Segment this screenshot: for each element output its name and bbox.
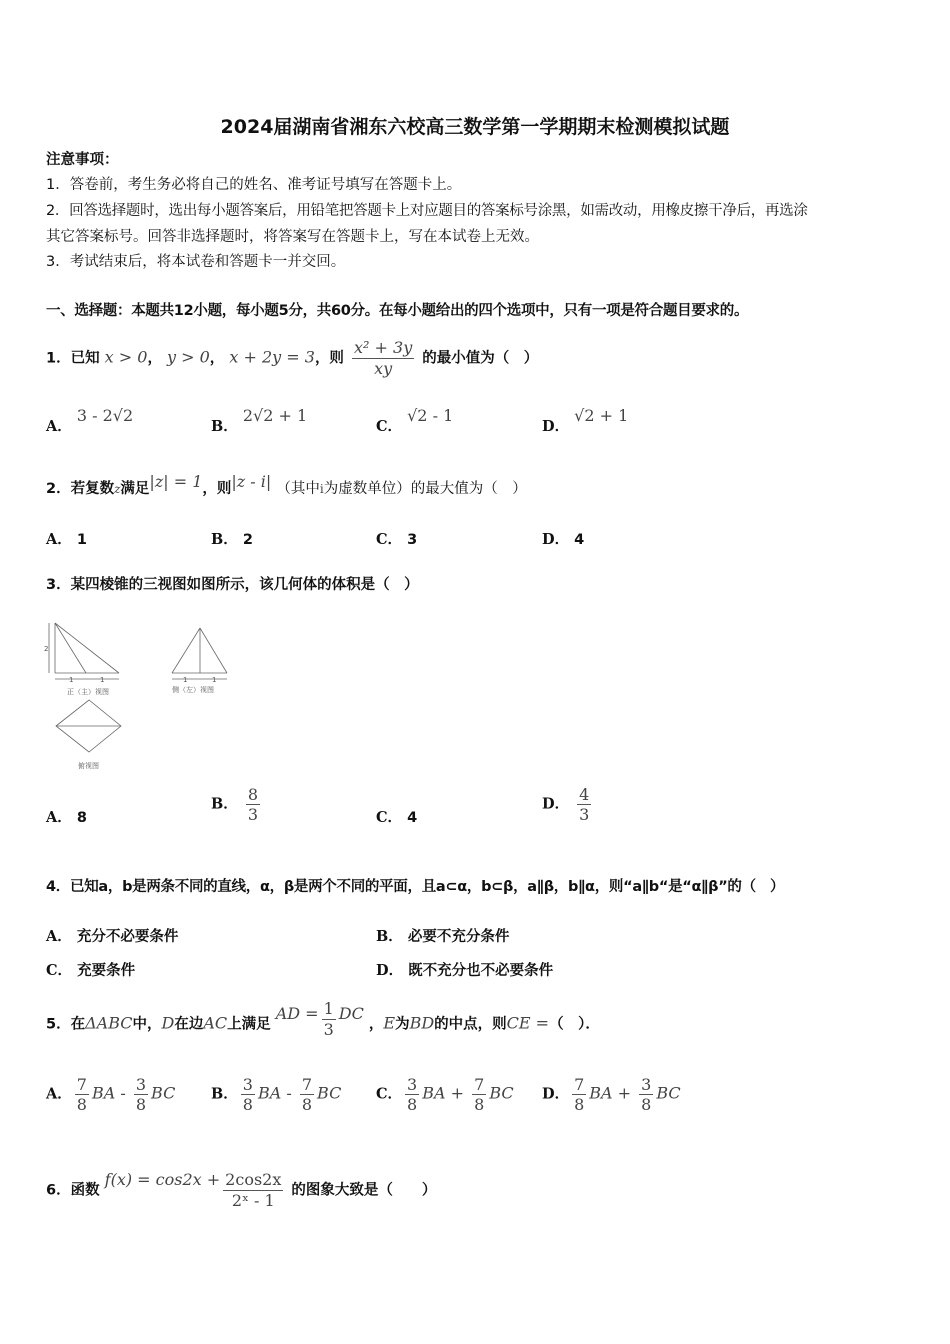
option-label: D． [542,531,570,548]
question-3: 3．某四棱锥的三视图如图所示，该几何体的体积是（ ） [46,577,419,593]
option-text: 充要条件 [77,963,136,979]
width-label: 1 [212,676,217,684]
option-label: C． [376,809,403,826]
section-heading: 一、选择题：本题共12小题，每小题5分，共60分。在每小题给出的四个选项中，只有一项是符合题目要求的。 [46,303,749,319]
q1-option-d[interactable] [542,406,629,436]
fraction [352,338,414,379]
denominator: 8 [76,1095,87,1114]
fraction [639,1075,653,1114]
numerator: 7 [301,1075,313,1094]
text: ， [368,1016,384,1033]
note-item: 其它答案标号。回答非选择题时，将答案写在答题卡上，写在本试卷上无效。 [46,229,539,245]
denominator: 3 [323,1020,334,1039]
vector: BC [489,1083,514,1103]
q4-option-a[interactable] [46,925,178,946]
numerator: 1 [323,999,334,1018]
denominator: xy [374,359,393,378]
note-item: 1．答卷前，考生务必将自己的姓名、准考证号填写在答题卡上。 [46,177,462,193]
text: 满足 [120,481,150,497]
operator: + [612,1083,637,1103]
operator: - [115,1083,131,1103]
numerator: 3 [407,1075,418,1094]
width-label: 1 [69,676,74,684]
q2-option-d[interactable] [542,528,584,549]
fraction [300,1075,314,1114]
numerator: 3 [135,1075,147,1094]
option-label: C． [46,962,73,979]
math: |z - i| [231,472,272,491]
fraction [472,1075,486,1114]
math: |z| = 1 [149,472,203,491]
numerator: 4 [579,785,590,804]
q4-option-d[interactable] [376,959,553,980]
option-label: B． [211,418,238,435]
q5-option-a[interactable] [46,1075,175,1114]
denominator: 3 [579,805,590,824]
denominator: 8 [574,1095,585,1114]
page-title: 2024届湖南省湘东六校高三数学第一学期期末检测模拟试题 [220,116,730,138]
option-label: D． [542,1085,570,1103]
q4-option-b[interactable] [376,925,509,946]
numerator: 7 [474,1075,485,1094]
math: D [161,1013,175,1033]
text: （ ）． [549,1016,600,1033]
notes-heading: 注意事项： [46,152,119,168]
q1-suffix: 的最小值为（ ） [422,350,539,367]
option-label: A． [46,531,72,548]
front-view-caption: 正（主）视图 [67,688,109,696]
math: AC [203,1013,228,1033]
option-text: 必要不充分条件 [407,929,510,945]
q1-option-a[interactable] [46,406,134,436]
fraction [241,1075,255,1114]
sep: ， [209,350,225,367]
sep: ， [147,350,162,367]
text: 6．函数 [46,1182,100,1199]
fraction [223,1170,283,1211]
vector: BC [656,1083,681,1103]
denominator: 8 [407,1095,418,1114]
option-label: C． [376,418,403,435]
fraction [405,1075,419,1114]
math: E [383,1013,396,1033]
vector: BA [91,1083,116,1103]
q5-option-d[interactable] [542,1075,681,1114]
vector: BA [422,1083,446,1103]
option-label: D． [542,418,570,435]
text: 在边 [174,1016,204,1033]
text: 中， [132,1016,162,1033]
q1-option-c[interactable] [376,406,454,436]
question-2 [46,472,527,499]
math: x > 0 [104,347,148,367]
top-view-caption: 俯视图 [78,762,99,770]
q3-option-b[interactable] [211,785,263,824]
math: z [114,482,121,496]
question-6 [46,1170,436,1211]
vector: BC [317,1083,342,1103]
q3-option-c[interactable] [376,806,417,827]
option-text: 充分不必要条件 [76,929,179,945]
q5-option-c[interactable] [376,1075,514,1114]
text: 的图象大致是（ ） [291,1182,437,1199]
option-text: 1 [76,532,87,548]
numerator: 3 [641,1075,652,1094]
vector: BA [257,1083,282,1103]
fraction [572,1075,586,1114]
math: BD [409,1013,435,1033]
q4-option-c[interactable] [46,959,135,980]
q2-option-c[interactable] [376,528,417,549]
fraction [134,1075,148,1114]
denominator: 3 [247,805,259,824]
option-text: √2 - 1 [407,406,454,425]
math: DC [338,1003,364,1023]
fraction [75,1075,89,1114]
numerator: 3 [242,1075,253,1094]
option-label: B． [211,1085,238,1103]
math: ΔABC [85,1013,133,1033]
option-label: A． [46,1085,72,1103]
side-view-caption: 侧（左）视图 [172,686,214,694]
option-text: 3 - 2√2 [76,406,134,425]
note-item: 2．回答选择题时，选出每小题答案后，用铅笔把答题卡上对应题目的答案标号涂黑，如需改动，用橡皮擦干净后，再选涂 [46,203,808,219]
numerator: 2cos2x [225,1170,282,1189]
text: 上满足 [227,1016,271,1033]
option-label: A． [46,809,72,826]
option-text: 8 [76,810,87,826]
question-5 [46,999,600,1045]
math: x + 2y = 3 [229,347,315,367]
option-text: √2 + 1 [574,406,629,425]
option-label: D． [542,795,570,813]
option-label: D． [376,962,404,979]
option-label: C． [376,531,403,548]
option-text: 既不充分也不必要条件 [408,963,554,979]
question-4: 4．已知a，b是两条不同的直线，α，β是两个不同的平面，且a⊂α，b⊂β，a∥β，b∥α，则“a∥b“是“α∥β”的（ ） [46,879,785,895]
width-label: 1 [100,676,105,684]
denominator: 8 [242,1095,253,1114]
math: i [319,482,324,496]
option-label: B． [376,928,403,945]
text: 的中点，则 [434,1016,507,1033]
option-label: B． [211,795,238,813]
q3-option-d[interactable] [542,785,594,824]
numerator: x² + 3y [354,338,413,357]
numerator: 7 [76,1075,87,1094]
math: CE = [506,1013,550,1033]
denominator: 2ˣ - 1 [231,1191,275,1210]
note-item: 3．考试结束后，将本试卷和答题卡一并交回。 [46,254,346,270]
option-text: 4 [574,532,585,548]
math: f(x) = cos2x + [104,1169,221,1189]
then: ，则 [314,350,344,367]
option-label: B． [211,531,238,548]
q3-option-a[interactable] [46,806,87,827]
denominator: 8 [474,1095,485,1114]
text: 为 [395,1016,410,1033]
numerator: 8 [247,785,259,804]
q1-prefix: 1．已知 [46,350,100,367]
operator: + [445,1083,470,1103]
vector: BC [151,1083,176,1103]
fraction [322,999,336,1040]
q1-option-b[interactable] [211,406,308,436]
option-label: C． [376,1085,403,1103]
option-text: 4 [407,810,418,826]
math: AD = [275,1003,319,1023]
option-text: 2√2 + 1 [242,406,308,425]
text: （其中 [276,481,320,497]
q2-option-b[interactable] [211,528,253,549]
text: 为虚数单位）的最大值为（ ） [323,481,527,497]
height-label: 2 [44,645,49,653]
text: 5．在 [46,1016,86,1033]
operator: - [281,1083,297,1103]
q2-prefix: 2．若复数 [46,481,115,497]
fraction [577,785,591,824]
option-label: A． [46,418,72,435]
width-label: 1 [183,676,188,684]
three-view-figure [40,612,240,777]
denominator: 8 [135,1095,147,1114]
vector: BA [589,1083,613,1103]
question-1 [46,338,538,379]
math: y > 0 [167,347,210,367]
option-text: 2 [242,532,253,548]
numerator: 7 [574,1075,585,1094]
option-text: 3 [407,532,418,548]
q2-option-a[interactable] [46,528,87,549]
option-label: A． [46,928,72,945]
fraction [246,785,260,824]
q5-option-b[interactable] [211,1075,341,1114]
denominator: 8 [301,1095,313,1114]
text: ，则 [202,481,232,497]
denominator: 8 [641,1095,652,1114]
